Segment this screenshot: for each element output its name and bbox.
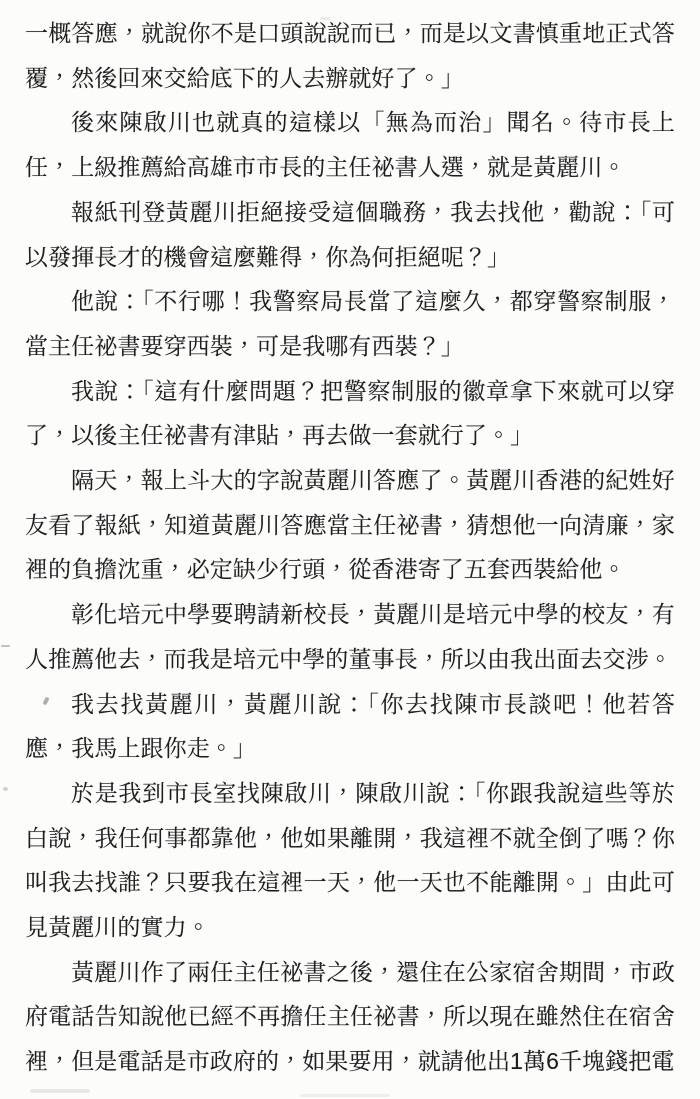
scan-smudge xyxy=(30,1089,90,1093)
paragraph: 我說：「這有什麼問題？把警察制服的徽章拿下來就可以穿了，以後主任祕書有津貼，再去做一套就行了。」 xyxy=(25,377,675,449)
paragraph: 他說：「不行哪！我警察局長當了這麼久，都穿警察制服，當主任祕書要穿西裝，可是我哪有西裝？」 xyxy=(25,288,675,359)
body-text xyxy=(25,11,675,1084)
scan-smudge xyxy=(320,17,330,20)
scan-speck xyxy=(3,787,8,791)
paragraph: 一概答應，就說你不是口頭說說而已，而是以文書慎重地正式答覆，然後回來交給底下的人去辦就好了。」 xyxy=(25,20,675,91)
paragraph: 於是我到市長室找陳啟川，陳啟川說：「你跟我說這些等於白說，我任何事都靠他，他如果離開，我這裡不就全倒了嗎？你叫我去找誰？只要我在這裡一天，他一天也不能離開。」由此可見黃麗川的實力。 xyxy=(25,779,675,941)
scan-smudge xyxy=(300,1094,390,1097)
paragraph: 隔天，報上斗大的字說黃麗川答應了。黃麗川香港的紀姓好友看了報紙，知道黃麗川答應當主任祕書，猜想他一向清廉，家裡的負擔沈重，必定缺少行頭，從香港寄了五套西裝給他。 xyxy=(25,467,675,583)
scan-speck xyxy=(1,645,10,647)
paragraph: 後來陳啟川也就真的這樣以「無為而治」聞名。待市長上任，上級推薦給高雄市市長的主任祕書人選，就是黃麗川。 xyxy=(25,109,675,181)
paragraph: 彰化培元中學要聘請新校長，黃麗川是培元中學的校友，有人推薦他去，而我是培元中學的董事長，所以由我出面去交涉。 xyxy=(25,601,675,672)
paragraph: 黃麗川作了兩任主任祕書之後，還住在公家宿舍期間，市政府電話告知說他已經不再擔任主任祕書，所以現在雖然住在宿舍裡，但是電話是市政府的，如果要用，就請他出1萬6千塊錢把電 xyxy=(25,958,675,1075)
paragraph: 我去找黃麗川，黃麗川說：「你去找陳市長談吧！他若答應，我馬上跟你走。」 xyxy=(25,690,675,762)
paragraph: 報紙刊登黃麗川拒絕接受這個職務，我去找他，勸說：「可以發揮長才的機會這麼難得，你為何拒絕呢？」 xyxy=(25,198,675,270)
